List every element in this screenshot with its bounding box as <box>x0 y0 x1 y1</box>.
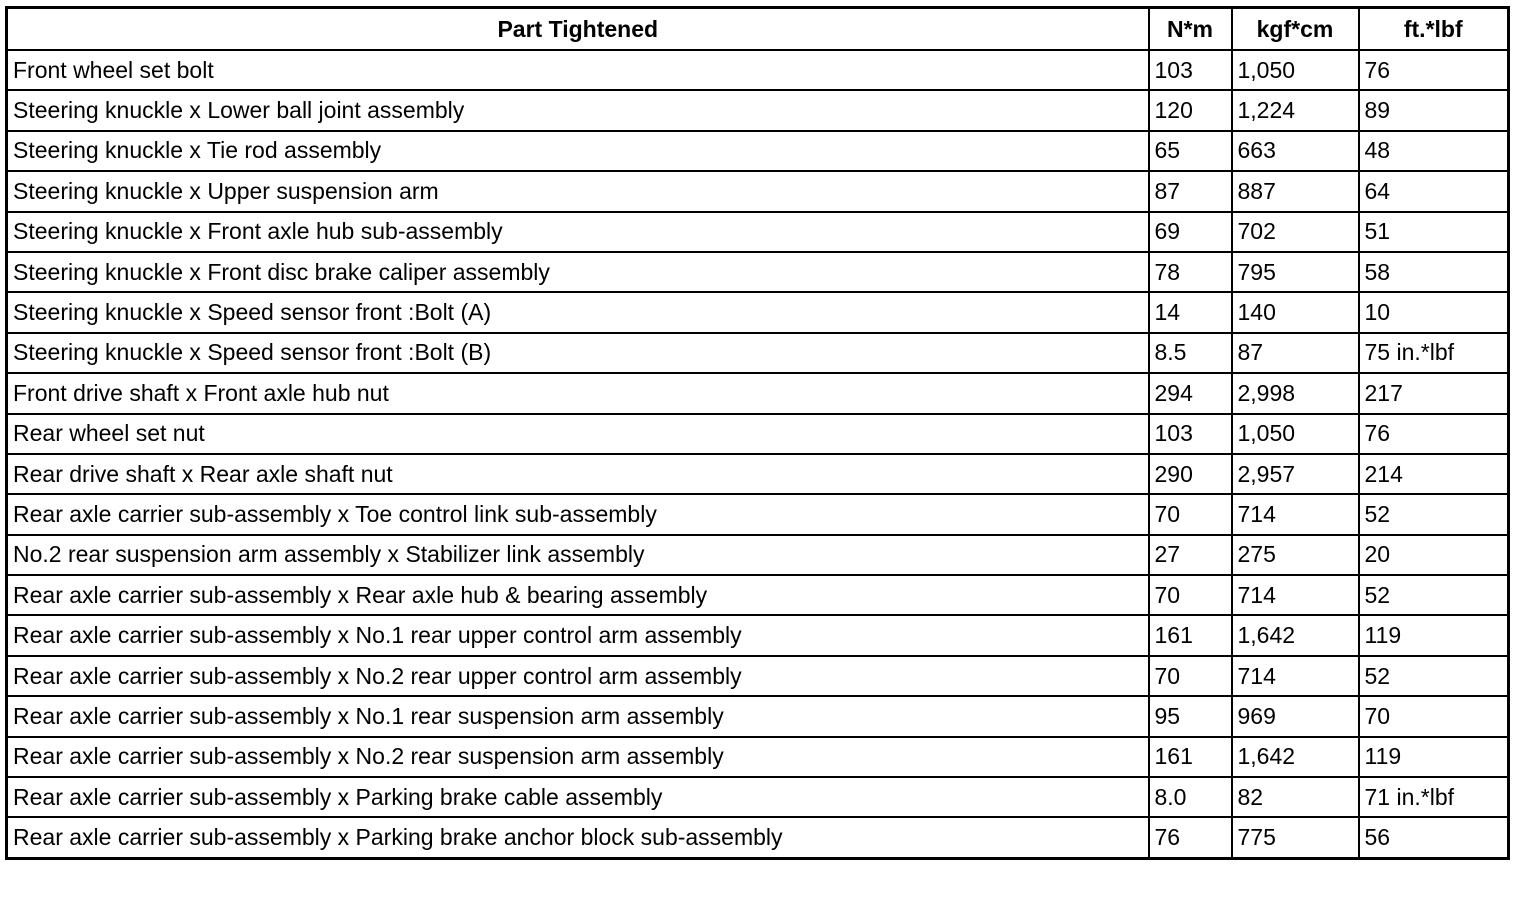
nm-cell: 294 <box>1149 373 1232 413</box>
header-row <box>7 8 1509 51</box>
nm-cell: 103 <box>1149 414 1232 454</box>
nm-cell: 161 <box>1149 737 1232 777</box>
table-row <box>7 696 1509 736</box>
part-cell: Steering knuckle x Front disc brake caliper assembly <box>7 252 1149 292</box>
kgf-cm-cell: 140 <box>1232 292 1359 332</box>
kgf-cm-cell: 1,050 <box>1232 50 1359 90</box>
table-row <box>7 737 1509 777</box>
kgf-cm-cell: 87 <box>1232 333 1359 373</box>
ft-lbf-cell: 10 <box>1359 292 1509 332</box>
part-cell: Rear axle carrier sub-assembly x No.1 rear suspension arm assembly <box>7 696 1149 736</box>
part-cell: Rear axle carrier sub-assembly x No.2 rear suspension arm assembly <box>7 737 1149 777</box>
ft-lbf-cell: 52 <box>1359 494 1509 534</box>
part-cell: Rear axle carrier sub-assembly x Parking brake anchor block sub-assembly <box>7 817 1149 858</box>
part-cell: Steering knuckle x Tie rod assembly <box>7 131 1149 171</box>
ft-lbf-cell: 76 <box>1359 414 1509 454</box>
ft-lbf-cell: 119 <box>1359 615 1509 655</box>
nm-cell: 70 <box>1149 656 1232 696</box>
table-row <box>7 817 1509 858</box>
nm-cell: 69 <box>1149 212 1232 252</box>
ft-lbf-cell: 48 <box>1359 131 1509 171</box>
ft-lbf-cell: 217 <box>1359 373 1509 413</box>
ft-lbf-cell: 119 <box>1359 737 1509 777</box>
ft-lbf-cell: 20 <box>1359 535 1509 575</box>
kgf-cm-cell: 887 <box>1232 171 1359 211</box>
nm-cell: 120 <box>1149 90 1232 130</box>
nm-cell: 76 <box>1149 817 1232 858</box>
table-row <box>7 777 1509 817</box>
part-cell: Steering knuckle x Speed sensor front :Bolt (B) <box>7 333 1149 373</box>
part-cell: Front wheel set bolt <box>7 50 1149 90</box>
nm-cell: 8.5 <box>1149 333 1232 373</box>
nm-cell: 161 <box>1149 615 1232 655</box>
nm-cell: 70 <box>1149 575 1232 615</box>
part-cell: Rear axle carrier sub-assembly x Toe control link sub-assembly <box>7 494 1149 534</box>
table-body <box>7 50 1509 858</box>
ft-lbf-cell: 76 <box>1359 50 1509 90</box>
kgf-cm-cell: 714 <box>1232 656 1359 696</box>
nm-cell: 87 <box>1149 171 1232 211</box>
table-row <box>7 171 1509 211</box>
table-row <box>7 414 1509 454</box>
header-ft-lbf: ft.*lbf <box>1359 8 1509 51</box>
part-cell: Rear drive shaft x Rear axle shaft nut <box>7 454 1149 494</box>
table-row <box>7 615 1509 655</box>
ft-lbf-cell: 52 <box>1359 656 1509 696</box>
kgf-cm-cell: 275 <box>1232 535 1359 575</box>
ft-lbf-cell: 71 in.*lbf <box>1359 777 1509 817</box>
header-newton-meter: N*m <box>1149 8 1232 51</box>
part-cell: Rear wheel set nut <box>7 414 1149 454</box>
table-row <box>7 575 1509 615</box>
part-cell: Rear axle carrier sub-assembly x Parking brake cable assembly <box>7 777 1149 817</box>
ft-lbf-cell: 58 <box>1359 252 1509 292</box>
kgf-cm-cell: 82 <box>1232 777 1359 817</box>
table-row <box>7 131 1509 171</box>
ft-lbf-cell: 89 <box>1359 90 1509 130</box>
kgf-cm-cell: 663 <box>1232 131 1359 171</box>
nm-cell: 103 <box>1149 50 1232 90</box>
table-row <box>7 656 1509 696</box>
part-cell: Rear axle carrier sub-assembly x No.2 rear upper control arm assembly <box>7 656 1149 696</box>
kgf-cm-cell: 702 <box>1232 212 1359 252</box>
kgf-cm-cell: 714 <box>1232 575 1359 615</box>
kgf-cm-cell: 2,957 <box>1232 454 1359 494</box>
nm-cell: 65 <box>1149 131 1232 171</box>
kgf-cm-cell: 2,998 <box>1232 373 1359 413</box>
part-cell: Steering knuckle x Speed sensor front :Bolt (A) <box>7 292 1149 332</box>
kgf-cm-cell: 1,642 <box>1232 615 1359 655</box>
nm-cell: 95 <box>1149 696 1232 736</box>
table-header <box>7 8 1509 51</box>
table-row <box>7 454 1509 494</box>
table-row <box>7 292 1509 332</box>
part-cell: Front drive shaft x Front axle hub nut <box>7 373 1149 413</box>
kgf-cm-cell: 1,642 <box>1232 737 1359 777</box>
nm-cell: 14 <box>1149 292 1232 332</box>
table-row <box>7 373 1509 413</box>
ft-lbf-cell: 75 in.*lbf <box>1359 333 1509 373</box>
ft-lbf-cell: 64 <box>1359 171 1509 211</box>
table-row <box>7 252 1509 292</box>
ft-lbf-cell: 52 <box>1359 575 1509 615</box>
kgf-cm-cell: 714 <box>1232 494 1359 534</box>
nm-cell: 70 <box>1149 494 1232 534</box>
ft-lbf-cell: 56 <box>1359 817 1509 858</box>
kgf-cm-cell: 1,224 <box>1232 90 1359 130</box>
table-row <box>7 212 1509 252</box>
part-cell: Steering knuckle x Lower ball joint assembly <box>7 90 1149 130</box>
table-row <box>7 535 1509 575</box>
ft-lbf-cell: 214 <box>1359 454 1509 494</box>
table-row <box>7 50 1509 90</box>
part-cell: Rear axle carrier sub-assembly x No.1 rear upper control arm assembly <box>7 615 1149 655</box>
nm-cell: 78 <box>1149 252 1232 292</box>
kgf-cm-cell: 1,050 <box>1232 414 1359 454</box>
kgf-cm-cell: 775 <box>1232 817 1359 858</box>
header-kgf-cm: kgf*cm <box>1232 8 1359 51</box>
part-cell: No.2 rear suspension arm assembly x Stabilizer link assembly <box>7 535 1149 575</box>
table-row <box>7 333 1509 373</box>
ft-lbf-cell: 70 <box>1359 696 1509 736</box>
part-cell: Steering knuckle x Front axle hub sub-assembly <box>7 212 1149 252</box>
nm-cell: 8.0 <box>1149 777 1232 817</box>
nm-cell: 27 <box>1149 535 1232 575</box>
table-row <box>7 494 1509 534</box>
kgf-cm-cell: 969 <box>1232 696 1359 736</box>
nm-cell: 290 <box>1149 454 1232 494</box>
ft-lbf-cell: 51 <box>1359 212 1509 252</box>
part-cell: Steering knuckle x Upper suspension arm <box>7 171 1149 211</box>
torque-spec-table <box>5 6 1510 860</box>
kgf-cm-cell: 795 <box>1232 252 1359 292</box>
header-part-tightened: Part Tightened <box>7 8 1149 51</box>
table-row <box>7 90 1509 130</box>
part-cell: Rear axle carrier sub-assembly x Rear axle hub & bearing assembly <box>7 575 1149 615</box>
